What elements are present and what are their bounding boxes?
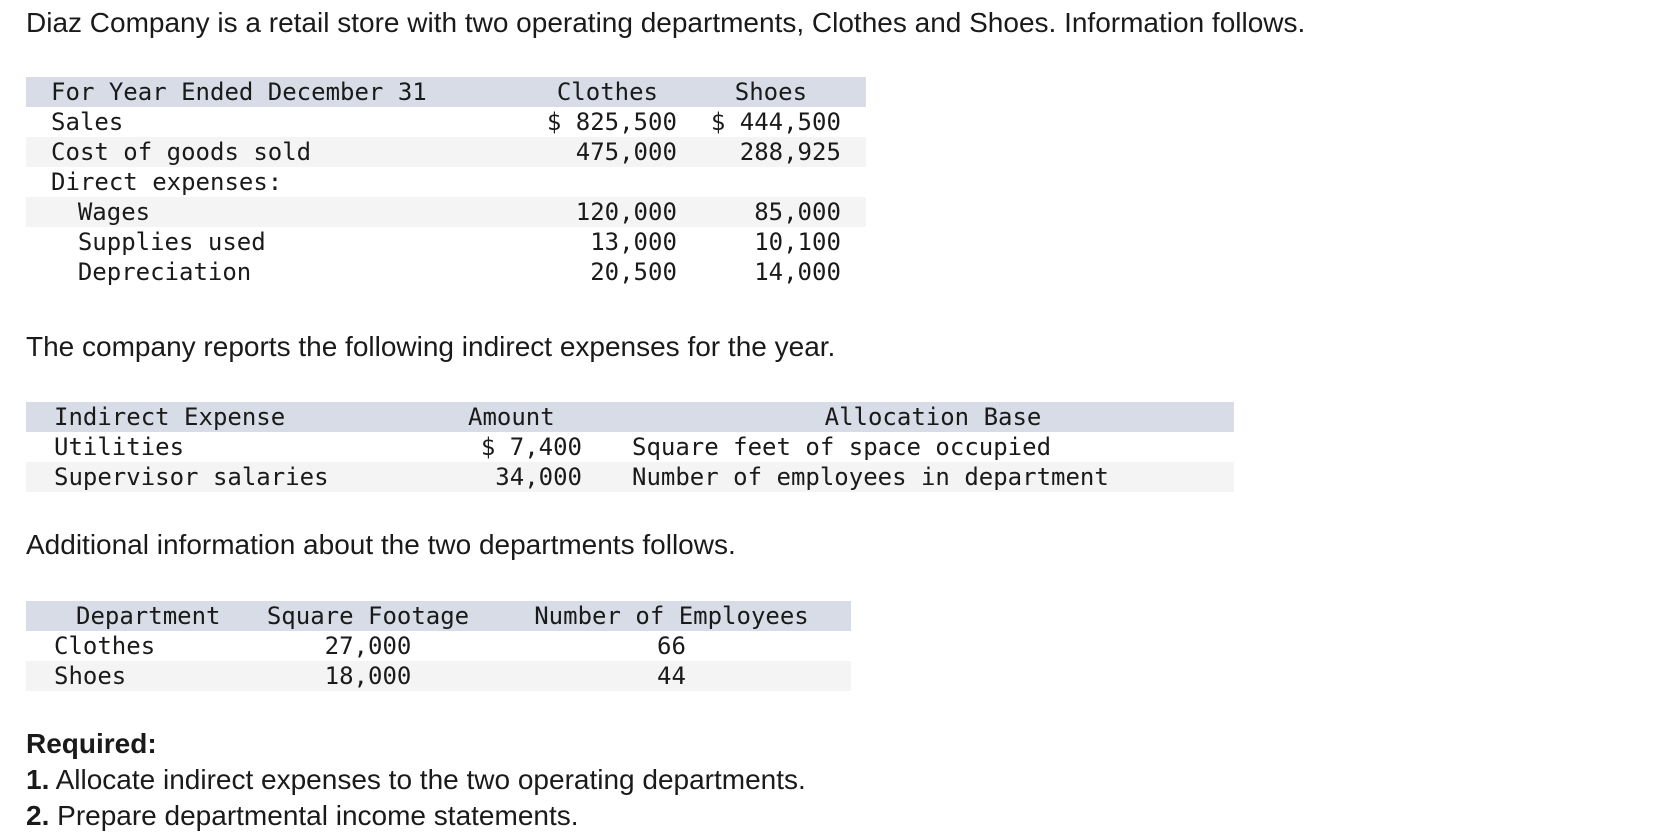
department-name: Clothes: [54, 631, 244, 661]
row-label: Wages: [78, 197, 538, 227]
allocation-base: Number of employees in department: [632, 462, 1234, 492]
clothes-value: [538, 167, 677, 197]
shoes-value: 14,000: [677, 257, 841, 287]
row-label: Cost of goods sold: [51, 137, 538, 167]
table-row: [26, 661, 851, 691]
row-label: Supplies used: [78, 227, 538, 257]
table-header-row: [26, 601, 851, 631]
clothes-value: 120,000: [538, 197, 677, 227]
clothes-value: 13,000: [538, 227, 677, 257]
shoes-value: $ 444,500: [677, 107, 841, 137]
department-data-table: [26, 77, 866, 287]
row-label: Sales: [51, 107, 538, 137]
table-row: [26, 257, 866, 287]
clothes-value: $ 825,500: [538, 107, 677, 137]
expense-amount: 34,000: [468, 462, 582, 492]
department-name: Shoes: [54, 661, 244, 691]
table-row: [26, 107, 866, 137]
intro-text: Diaz Company is a retail store with two operating departments, Clothes and Shoes. Information follows.: [26, 7, 1306, 38]
square-footage: 18,000: [244, 661, 492, 691]
row-label: Depreciation: [78, 257, 538, 287]
shoes-value: 10,100: [677, 227, 841, 257]
header-clothes: Clothes: [538, 77, 677, 107]
expense-amount: $ 7,400: [468, 432, 582, 462]
expense-name: Utilities: [54, 432, 468, 462]
required-item-2: [26, 799, 579, 833]
required-item-number: 1.: [26, 764, 50, 795]
clothes-value: 20,500: [538, 257, 677, 287]
row-label: Direct expenses:: [51, 167, 538, 197]
allocation-base: Square feet of space occupied: [632, 432, 1234, 462]
header-number-of-employees: Number of Employees: [492, 601, 851, 631]
header-indirect-expense: Indirect Expense: [54, 402, 468, 432]
header-shoes: Shoes: [677, 77, 841, 107]
table-row: [26, 432, 1234, 462]
shoes-value: 288,925: [677, 137, 841, 167]
additional-info-table: [26, 601, 851, 691]
table-row: [26, 462, 1234, 492]
indirect-intro-text: The company reports the following indirect expenses for the year.: [26, 331, 836, 362]
additional-intro-text: Additional information about the two departments follows.: [26, 529, 736, 560]
indirect-expense-table: [26, 402, 1234, 492]
shoes-value: 85,000: [677, 197, 841, 227]
table-row: [26, 227, 866, 257]
table-row: [26, 197, 866, 227]
header-period-label: For Year Ended December 31: [51, 77, 538, 107]
square-footage: 27,000: [244, 631, 492, 661]
table-row: [26, 631, 851, 661]
table-row: [26, 137, 866, 167]
header-allocation-base: Allocation Base: [632, 402, 1234, 432]
required-heading: Required:: [26, 728, 157, 759]
required-item-text: Prepare departmental income statements.: [57, 800, 579, 831]
employee-count: 66: [492, 631, 851, 661]
shoes-value: [677, 167, 841, 197]
clothes-value: 475,000: [538, 137, 677, 167]
employee-count: 44: [492, 661, 851, 691]
table-row: [26, 167, 866, 197]
required-item-number: 2.: [26, 800, 50, 831]
expense-name: Supervisor salaries: [54, 462, 468, 492]
header-amount: Amount: [468, 402, 582, 432]
required-item-1: [26, 763, 806, 797]
header-square-footage: Square Footage: [244, 601, 492, 631]
header-department: Department: [54, 601, 244, 631]
table-header-row: [26, 402, 1234, 432]
table-header-row: [26, 77, 866, 107]
required-item-text: Allocate indirect expenses to the two operating departments.: [55, 764, 806, 795]
